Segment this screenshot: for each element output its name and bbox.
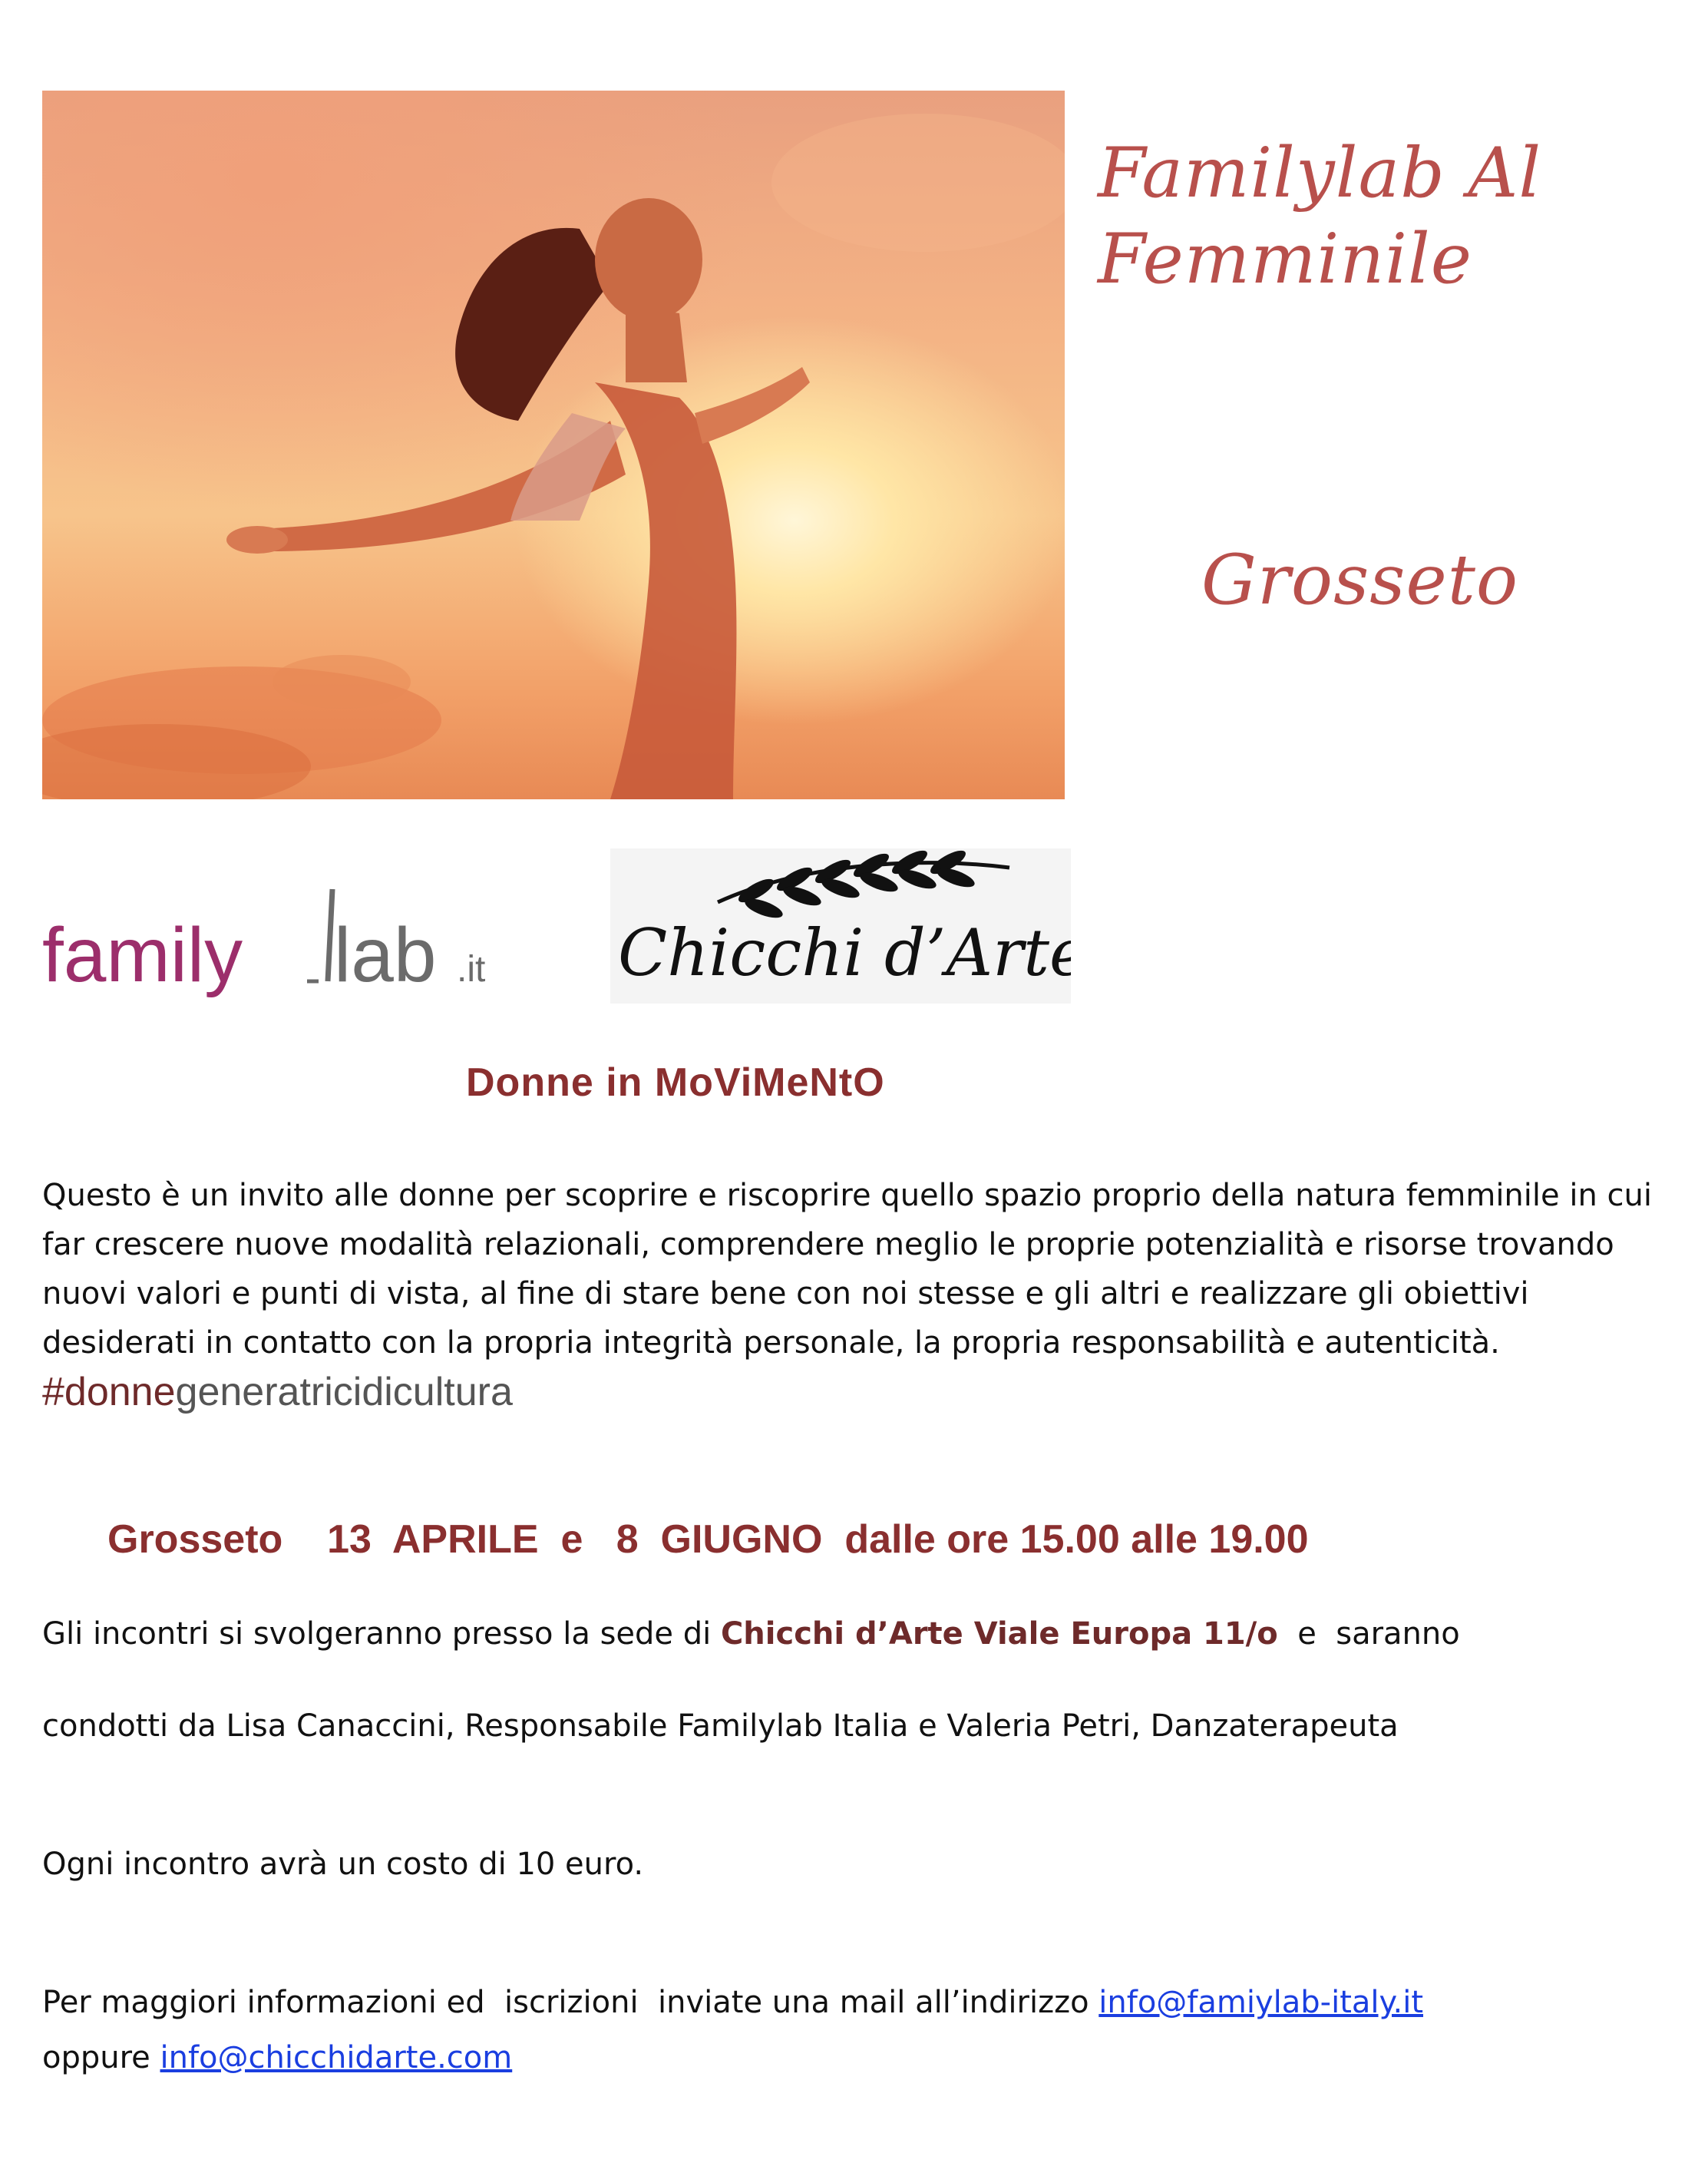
intro-text: Questo è un invito alle donne per scoprire e riscoprire quello spazio proprio della natura femminile in cui far crescere nuove modalità relazionali, comprendere meglio le proprie potenzialità e risorse trovando nuovi valori e punti di vista, al fine di stare bene con noi stesse e gli altri e realizzare gli obiettivi desiderati in contatto con la propria integrità personale, la propria responsabilità e autenticità. [42,1178,1652,1361]
woman-silhouette-illustration [42,91,1065,799]
title-city: Grosseto [1201,540,1519,620]
conductors-line: condotti da Lisa Canaccini, Responsabile Familylab Italia e Valeria Petri, Danzaterapeuta [42,1708,1399,1744]
contact-line [42,1985,1423,2020]
contact-prefix: Per maggiori informazioni ed iscrizioni inviate una mail all’indirizzo [42,1985,1099,2020]
hashtag-rest: generatricidicultura [175,1370,513,1414]
venue-prefix: Gli incontri si svolgeranno presso la sede di [42,1616,721,1652]
cost-line: Ogni incontro avrà un costo di 10 euro. [42,1847,644,1882]
hashtag-prefix: #donne [42,1370,176,1414]
familylab-logo-text-2: lab [334,912,437,998]
venue-line [42,1616,1460,1652]
title-line-1: Familylab Al [1098,133,1542,213]
wheat-icon [718,848,1009,921]
familylab-logo-text: family [42,912,243,998]
email-link-familylab[interactable]: info@famiylab-italy.it [1098,1985,1423,2020]
section-heading: Donne in MoViMeNtO [466,1060,885,1105]
intro-paragraph [42,1171,1670,1420]
chicchi-darte-logo [610,848,1071,1004]
contact-line-2 [42,2040,512,2075]
familylab-logo-tld: .it [457,949,486,990]
contact-or: oppure [42,2040,160,2075]
chicchi-logo-text: Chicchi d’Arte [618,915,1071,990]
venue-suffix: e saranno [1277,1616,1460,1652]
hero-image [42,91,1065,799]
title-line-2: Femminile [1098,219,1473,299]
event-dates: Grosseto 13 APRILE e 8 GIUGNO dalle ore 15.00 alle 19.00 [107,1517,1309,1562]
email-link-chicchidarte[interactable]: info@chicchidarte.com [160,2040,513,2075]
hashtag [42,1370,513,1414]
familylab-logo [42,866,518,1004]
venue-place: Chicchi d’Arte Viale Europa 11/o [720,1616,1278,1652]
